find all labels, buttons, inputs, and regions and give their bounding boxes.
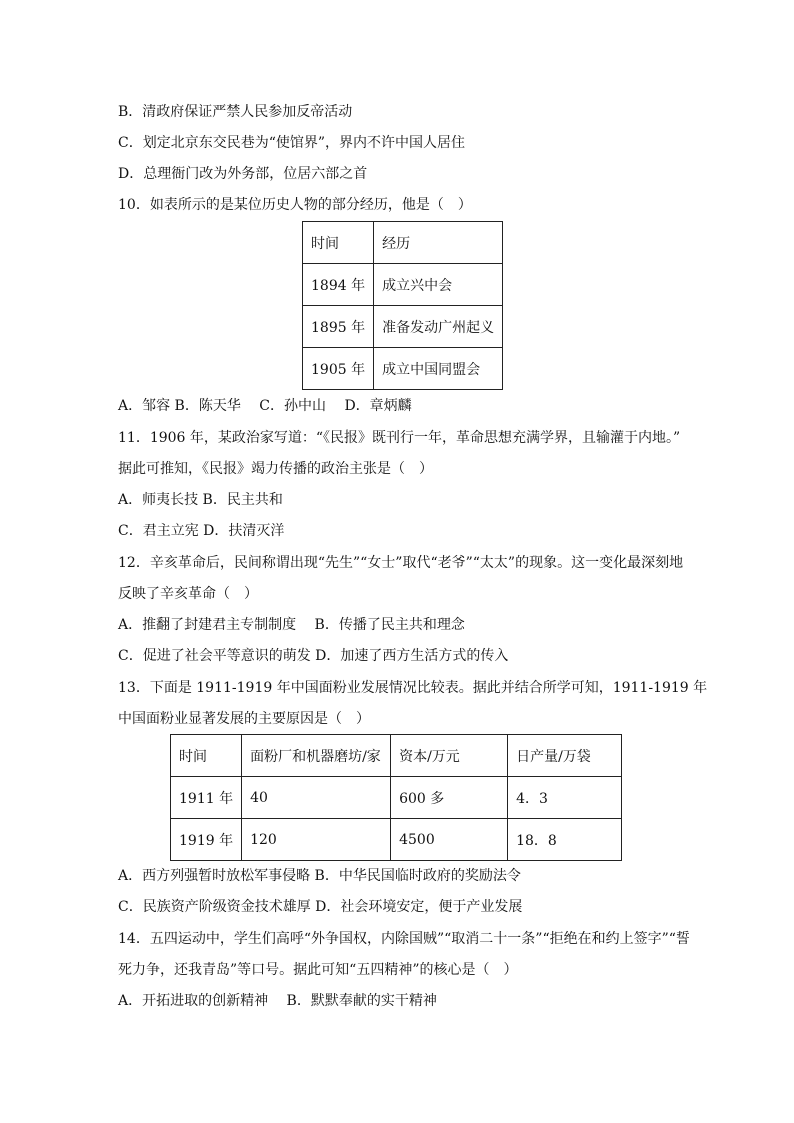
table-cell: 成立中国同盟会 — [374, 348, 503, 390]
q13-stem-line-1: 13．下面是 1911-1919 年中国面粉业发展情况比较表。据此并结合所学可知，1911-1919 年 — [118, 680, 708, 696]
q12-options-ab: A．推翻了封建君主专制制度 B．传播了民主共和理念 — [118, 617, 465, 633]
q14-stem-line-2: 死力争，还我青岛”等口号。据此可知“五四精神”的核心是（ ） — [118, 962, 518, 978]
q12-options-cd: C．促进了社会平等意识的萌发 D．加速了西方生活方式的传入 — [118, 648, 509, 664]
table-cell: 准备发动广州起义 — [374, 306, 503, 348]
table-row — [171, 819, 622, 861]
table-header-cell: 时间 — [303, 222, 374, 264]
table-header-row — [303, 222, 503, 264]
q11-stem-line-1: 11．1906 年，某政治家写道：“《民报》既刊行一年，革命思想充满学界，且输灌于内地。” — [118, 430, 681, 446]
q9-option-c: C．划定北京东交民巷为“使馆界”，界内不许中国人居住 — [118, 135, 466, 151]
q10-table — [302, 221, 503, 390]
table-cell: 1905 年 — [303, 348, 374, 390]
table-header-cell: 经历 — [374, 222, 503, 264]
q14-stem-line-1: 14．五四运动中，学生们高呼“外争国权，内除国贼”“取消二十一条”“拒绝在和约上签字”“誓 — [118, 931, 690, 947]
table-cell: 600 多 — [391, 777, 508, 819]
table-header-cell: 面粉厂和机器磨坊/家 — [242, 735, 391, 777]
q13-options-ab: A．西方列强暂时放松军事侵略 B．中华民国临时政府的奖励法令 — [118, 868, 521, 884]
q10-stem: 10．如表所示的是某位历史人物的部分经历，他是（ ） — [118, 197, 472, 213]
q12-stem-line-1: 12．辛亥革命后，民间称谓出现“先生”“女士”取代“老爷”“太太”的现象。这一变化最深刻地 — [118, 555, 684, 571]
table-cell: 1894 年 — [303, 264, 374, 306]
table-cell: 1911 年 — [171, 777, 242, 819]
table-header-row — [171, 735, 622, 777]
table-cell: 4500 — [391, 819, 508, 861]
table-cell: 4．3 — [508, 777, 622, 819]
q9-option-b: B．清政府保证严禁人民参加反帝活动 — [118, 104, 353, 120]
table-cell: 120 — [242, 819, 391, 861]
table-header-cell: 时间 — [171, 735, 242, 777]
q13-stem-line-2: 中国面粉业显著发展的主要原因是（ ） — [118, 711, 370, 727]
table-row — [171, 777, 622, 819]
q10-options: A．邹容 B．陈天华 C．孙中山 D．章炳麟 — [118, 398, 412, 414]
table-cell: 40 — [242, 777, 391, 819]
q13-table — [170, 734, 622, 861]
q14-options-ab: A．开拓进取的创新精神 B．默默奉献的实干精神 — [118, 993, 437, 1009]
table-cell: 1895 年 — [303, 306, 374, 348]
q11-options-ab: A．师夷长技 B．民主共和 — [118, 492, 283, 508]
table-header-cell: 日产量/万袋 — [508, 735, 622, 777]
q11-options-cd: C．君主立宪 D．扶清灭洋 — [118, 523, 285, 539]
table-row — [303, 306, 503, 348]
q9-option-d: D．总理衙门改为外务部，位居六部之首 — [118, 166, 368, 182]
q12-stem-line-2: 反映了辛亥革命（ ） — [118, 586, 258, 602]
table-row — [303, 264, 503, 306]
table-cell: 1919 年 — [171, 819, 242, 861]
table-header-cell: 资本/万元 — [391, 735, 508, 777]
q13-options-cd: C．民族资产阶级资金技术雄厚 D．社会环境安定，便于产业发展 — [118, 899, 523, 915]
table-cell: 18．8 — [508, 819, 622, 861]
q11-stem-line-2: 据此可推知，《民报》竭力传播的政治主张是（ ） — [118, 461, 433, 477]
table-cell: 成立兴中会 — [374, 264, 503, 306]
table-row — [303, 348, 503, 390]
